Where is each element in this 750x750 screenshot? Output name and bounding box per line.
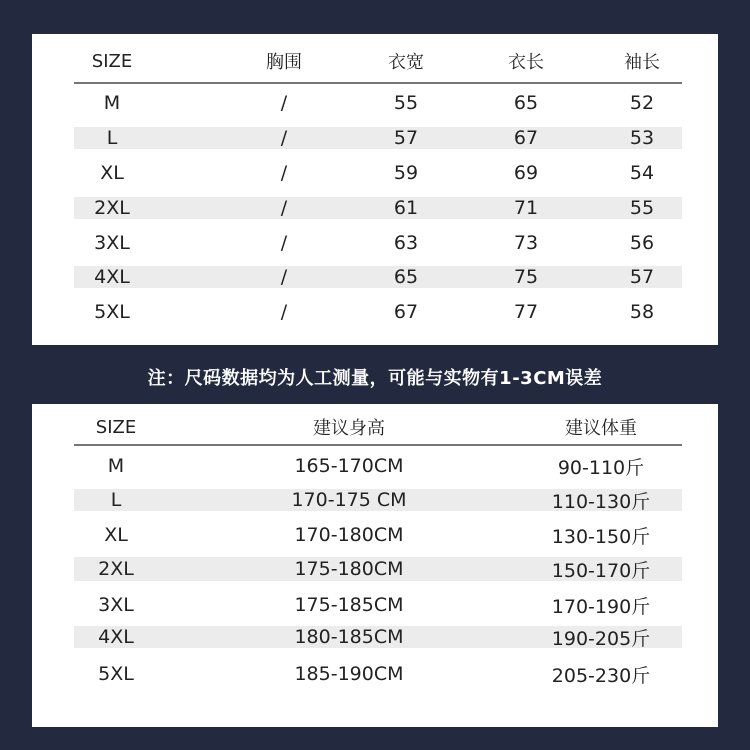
width-cell: 65 xyxy=(393,266,419,288)
table-row xyxy=(74,661,682,687)
measurement-note: 注：尺码数据均为人工测量，可能与实物有1-3CM误差 xyxy=(147,368,603,389)
chest-cell: / xyxy=(280,162,288,184)
table-row xyxy=(74,626,682,648)
table-row xyxy=(74,592,682,618)
size-cell: L xyxy=(110,489,122,511)
weight-cell: 205-230斤 xyxy=(551,664,651,687)
size-cell: 3XL xyxy=(94,232,130,254)
chest-cell: / xyxy=(280,301,288,323)
size-cell: 2XL xyxy=(94,197,130,219)
sleeve-cell: 52 xyxy=(629,92,655,114)
length-cell: 75 xyxy=(513,266,539,288)
width-cell: 55 xyxy=(393,92,419,114)
chest-cell: / xyxy=(280,127,288,149)
size-cell: 4XL xyxy=(98,626,134,648)
width-cell: 67 xyxy=(393,301,419,323)
table-row xyxy=(74,127,682,149)
sleeve-cell: 57 xyxy=(629,266,655,288)
table-header xyxy=(74,34,682,84)
weight-cell: 90-110斤 xyxy=(557,456,645,479)
chest-cell: / xyxy=(280,197,288,219)
length-cell: 73 xyxy=(513,232,539,254)
size-cell: XL xyxy=(104,524,128,546)
table-row xyxy=(74,299,682,325)
size-recommendation-table xyxy=(32,404,718,727)
weight-cell: 130-150斤 xyxy=(551,525,651,548)
length-cell: 67 xyxy=(513,127,539,149)
header-length: 衣长 xyxy=(508,52,544,73)
height-cell: 165-170CM xyxy=(294,455,404,477)
height-cell: 185-190CM xyxy=(294,663,404,685)
sleeve-cell: 58 xyxy=(629,301,655,323)
height-cell: 180-185CM xyxy=(294,626,404,648)
weight-cell: 190-205斤 xyxy=(551,627,651,650)
width-cell: 59 xyxy=(393,162,419,184)
table-row xyxy=(74,266,682,288)
length-cell: 71 xyxy=(513,197,539,219)
header-weight: 建议体重 xyxy=(565,418,637,439)
size-cell: XL xyxy=(100,162,124,184)
width-cell: 63 xyxy=(393,232,419,254)
chest-cell: / xyxy=(280,232,288,254)
weight-cell: 170-190斤 xyxy=(551,595,651,618)
header-height: 建议身高 xyxy=(313,418,385,439)
size-measurement-table xyxy=(32,34,718,345)
weight-cell: 110-130斤 xyxy=(551,490,651,513)
header-width: 衣宽 xyxy=(388,52,424,73)
height-cell: 175-180CM xyxy=(294,558,404,580)
length-cell: 77 xyxy=(513,301,539,323)
chest-cell: / xyxy=(280,92,288,114)
width-cell: 61 xyxy=(393,197,419,219)
weight-cell: 150-170斤 xyxy=(551,559,651,582)
table-row xyxy=(74,522,682,548)
table-row xyxy=(74,230,682,256)
size-cell: 5XL xyxy=(94,301,130,323)
table-row xyxy=(74,90,682,116)
size-cell: 2XL xyxy=(98,558,134,580)
sleeve-cell: 53 xyxy=(629,127,655,149)
header-chest: 胸围 xyxy=(266,52,302,73)
table-row xyxy=(74,489,682,511)
header-sleeve: 袖长 xyxy=(624,52,660,73)
sleeve-cell: 56 xyxy=(629,232,655,254)
table-row xyxy=(74,557,682,581)
table-row xyxy=(74,453,682,479)
height-cell: 170-180CM xyxy=(294,524,404,546)
header-size: SIZE xyxy=(91,50,133,72)
size-cell: 5XL xyxy=(98,663,134,685)
length-cell: 69 xyxy=(513,162,539,184)
sleeve-cell: 54 xyxy=(629,162,655,184)
size-cell: 3XL xyxy=(98,594,134,616)
height-cell: 170-175 CM xyxy=(291,489,407,511)
table-header xyxy=(74,404,682,446)
size-cell: L xyxy=(106,127,118,149)
table-row xyxy=(74,160,682,186)
size-cell: 4XL xyxy=(94,266,130,288)
size-cell: M xyxy=(103,92,121,114)
height-cell: 175-185CM xyxy=(294,594,404,616)
length-cell: 65 xyxy=(513,92,539,114)
size-cell: M xyxy=(107,455,125,477)
chest-cell: / xyxy=(280,266,288,288)
header-size: SIZE xyxy=(95,416,137,438)
width-cell: 57 xyxy=(393,127,419,149)
table-row xyxy=(74,197,682,219)
sleeve-cell: 55 xyxy=(629,197,655,219)
